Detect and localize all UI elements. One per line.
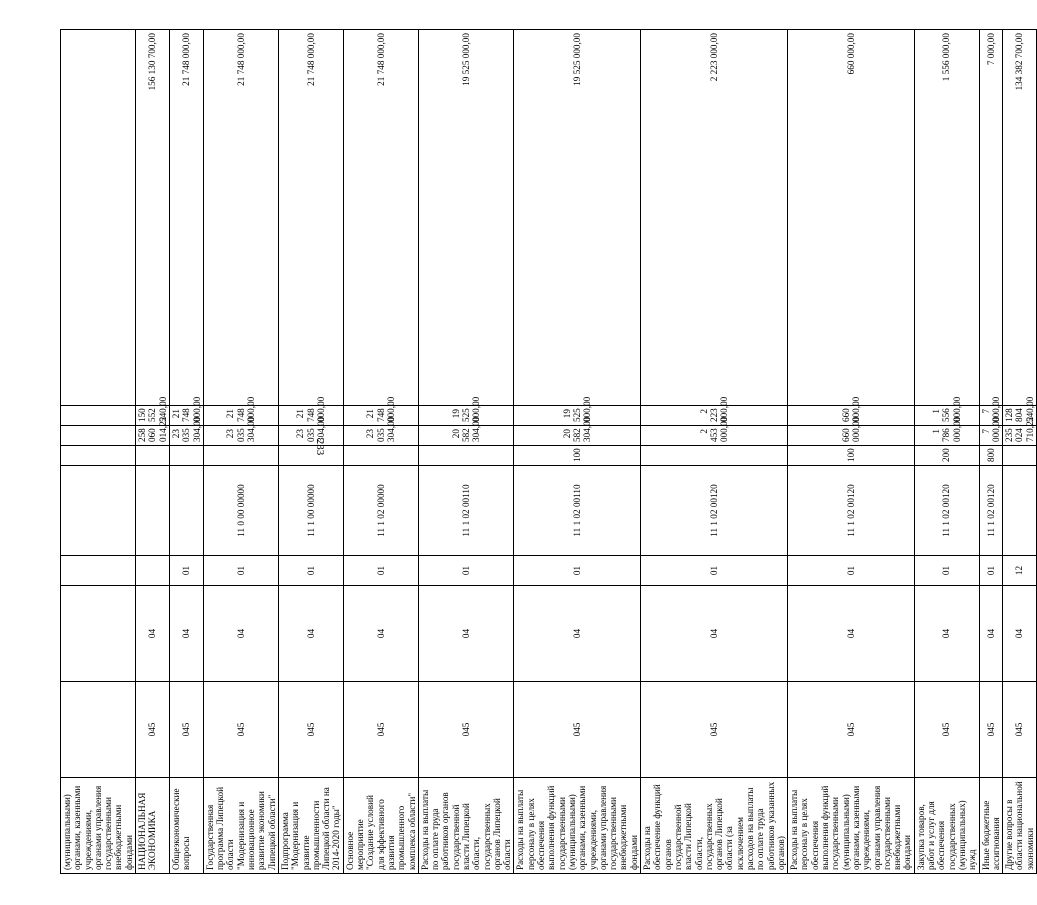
cell-section: 04 xyxy=(514,586,641,682)
cell-section: 04 xyxy=(788,586,915,682)
cell-subsection xyxy=(61,556,136,586)
cell-y2: 1 556 000,00 xyxy=(914,406,979,426)
cell-admin: 045 xyxy=(418,682,514,778)
cell-subsection: 01 xyxy=(514,556,641,586)
cell-target: 11 1 00 00000 xyxy=(278,466,343,556)
table-row xyxy=(788,30,915,874)
cell-y2: 21 748 000,00 xyxy=(278,406,343,426)
cell-name: Общеэкономические вопросы xyxy=(169,778,203,874)
cell-y3: 21 748 000,00 xyxy=(278,30,343,406)
cell-section: 04 xyxy=(203,586,278,682)
cell-y3: 156 130 700,00 xyxy=(136,30,170,406)
cell-type xyxy=(343,446,418,466)
cell-type xyxy=(418,446,514,466)
cell-section: 04 xyxy=(136,586,170,682)
cell-y3: 7 000,00 xyxy=(979,30,1003,406)
cell-y3: 134 382 700,00 xyxy=(1003,30,1037,406)
cell-subsection: 01 xyxy=(641,556,788,586)
cell-y2: 660 000,00 xyxy=(788,406,915,426)
cell-subsection: 01 xyxy=(418,556,514,586)
cell-y2 xyxy=(61,406,136,426)
cell-y1: 20 582 304,00 xyxy=(514,426,641,446)
table-row xyxy=(641,30,788,874)
cell-admin: 045 xyxy=(343,682,418,778)
cell-subsection: 01 xyxy=(278,556,343,586)
table-row xyxy=(169,30,203,874)
cell-y1: 2 453 000,00 xyxy=(641,426,788,446)
cell-admin: 045 xyxy=(788,682,915,778)
cell-section: 04 xyxy=(278,586,343,682)
cell-name: Расходы на выплаты персоналу в целях обеспечения выполнения функций государственными (муниципальными) органами, казенными учреждениями, органами управления государственными внебюджетными фондами xyxy=(788,778,915,874)
cell-type: 200 xyxy=(914,446,979,466)
cell-y1: 23 035 304,00 xyxy=(343,426,418,446)
cell-type: 100 xyxy=(514,446,641,466)
table-row xyxy=(343,30,418,874)
cell-y1: 1 786 000,00 xyxy=(914,426,979,446)
cell-y3: 1 556 000,00 xyxy=(914,30,979,406)
cell-section: 04 xyxy=(914,586,979,682)
cell-target: 11 1 02 00000 xyxy=(343,466,418,556)
cell-type xyxy=(641,446,788,466)
cell-type xyxy=(169,446,203,466)
cell-target: 11 0 00 00000 xyxy=(203,466,278,556)
cell-target xyxy=(169,466,203,556)
cell-target xyxy=(136,466,170,556)
cell-y1: 7 000,00 xyxy=(979,426,1003,446)
cell-y3: 2 223 000,00 xyxy=(641,30,788,406)
cell-admin: 045 xyxy=(203,682,278,778)
table-row xyxy=(418,30,514,874)
cell-name: НАЦИОНАЛЬНАЯ ЭКОНОМИКА xyxy=(136,778,170,874)
cell-target xyxy=(1003,466,1037,556)
cell-y1: 235 024 710,22 xyxy=(1003,426,1037,446)
cell-y2: 7 000,00 xyxy=(979,406,1003,426)
cell-target: 11 1 02 00120 xyxy=(914,466,979,556)
cell-admin: 045 xyxy=(641,682,788,778)
cell-y2: 150 552 540,00 xyxy=(136,406,170,426)
cell-y1: 23 035 304,00 xyxy=(278,426,343,446)
cell-subsection: 01 xyxy=(203,556,278,586)
cell-admin: 045 xyxy=(1003,682,1037,778)
cell-y1: 23 035 304,00 xyxy=(203,426,278,446)
cell-type xyxy=(136,446,170,466)
cell-section xyxy=(61,586,136,682)
cell-section: 04 xyxy=(418,586,514,682)
budget-table xyxy=(60,29,1037,874)
cell-section: 04 xyxy=(169,586,203,682)
cell-type xyxy=(278,446,343,466)
cell-section: 04 xyxy=(343,586,418,682)
cell-y3 xyxy=(61,30,136,406)
table-row xyxy=(278,30,343,874)
cell-name: Расходы на обеспечение функций органов государственной власти Липецкой области, государственных органов Липецкой области (за исключением расходов на выплаты по оплате труда работников указанных органов) xyxy=(641,778,788,874)
cell-target: 11 1 02 00110 xyxy=(514,466,641,556)
cell-y3: 21 748 000,00 xyxy=(169,30,203,406)
cell-y2: 21 748 000,00 xyxy=(343,406,418,426)
cell-name: Другие вопросы в области национальной экономики xyxy=(1003,778,1037,874)
cell-y2: 2 223 000,00 xyxy=(641,406,788,426)
cell-subsection: 01 xyxy=(169,556,203,586)
page-number: 233 xyxy=(314,438,326,456)
cell-y3: 660 000,00 xyxy=(788,30,915,406)
cell-target: 11 1 02 00120 xyxy=(641,466,788,556)
cell-section: 04 xyxy=(979,586,1003,682)
cell-y2: 19 525 000,00 xyxy=(514,406,641,426)
table-row xyxy=(136,30,170,874)
table-row xyxy=(514,30,641,874)
cell-name: Расходы на выплаты персоналу в целях обеспечения выполнения функций государственными (муниципальными) органами, казенными учреждениями, органами управления государственными внебюджетными фондами xyxy=(514,778,641,874)
cell-y3: 19 525 000,00 xyxy=(514,30,641,406)
rotated-budget-table xyxy=(60,30,1035,874)
cell-name: Закупка товаров, работ и услуг для обеспечения государственных (муниципальных) нужд xyxy=(914,778,979,874)
cell-y3: 21 748 000,00 xyxy=(343,30,418,406)
cell-name: Расходы на выплаты по оплате труда работников органов государственной власти Липецкой области, государственных органов Липецкой области xyxy=(418,778,514,874)
cell-target: 11 1 02 00120 xyxy=(788,466,915,556)
cell-subsection: 12 xyxy=(1003,556,1037,586)
cell-admin xyxy=(61,682,136,778)
cell-type: 100 xyxy=(788,446,915,466)
cell-y2: 128 804 540,00 xyxy=(1003,406,1037,426)
cell-subsection: 01 xyxy=(979,556,1003,586)
cell-type xyxy=(61,446,136,466)
cell-target: 11 1 02 00110 xyxy=(418,466,514,556)
cell-y1: 23 035 304,00 xyxy=(169,426,203,446)
cell-y2: 21 748 000,00 xyxy=(169,406,203,426)
cell-name: Государственная программа Липецкой области "Модернизация и инновационное развитие экономики Липецкой области" xyxy=(203,778,278,874)
cell-y1 xyxy=(61,426,136,446)
cell-y2: 21 748 000,00 xyxy=(203,406,278,426)
cell-y3: 19 525 000,00 xyxy=(418,30,514,406)
cell-y1: 660 000,00 xyxy=(788,426,915,446)
cell-admin: 045 xyxy=(278,682,343,778)
table-row xyxy=(61,30,136,874)
cell-name: Основное мероприятие "Создание условий для эффективного развития промышленного комплекса области" xyxy=(343,778,418,874)
cell-y1: 258 060 014,22 xyxy=(136,426,170,446)
cell-admin: 045 xyxy=(914,682,979,778)
cell-name: Подпрограмма "Модернизация и развитие промышленности Липецкой области на 2014-2020 годы" xyxy=(278,778,343,874)
cell-section: 04 xyxy=(1003,586,1037,682)
cell-admin: 045 xyxy=(169,682,203,778)
cell-y2: 19 525 000,00 xyxy=(418,406,514,426)
cell-admin: 045 xyxy=(514,682,641,778)
table-row xyxy=(203,30,278,874)
cell-subsection: 01 xyxy=(914,556,979,586)
cell-target: 11 1 02 00120 xyxy=(979,466,1003,556)
table-row xyxy=(1003,30,1037,874)
cell-target xyxy=(61,466,136,556)
cell-admin: 045 xyxy=(136,682,170,778)
cell-y3: 21 748 000,00 xyxy=(203,30,278,406)
cell-name: Иные бюджетные ассигнования xyxy=(979,778,1003,874)
table-row xyxy=(979,30,1003,874)
cell-admin: 045 xyxy=(979,682,1003,778)
table-row xyxy=(914,30,979,874)
cell-subsection xyxy=(136,556,170,586)
cell-type: 800 xyxy=(979,446,1003,466)
cell-type xyxy=(1003,446,1037,466)
cell-section: 04 xyxy=(641,586,788,682)
cell-name: (муниципальными) органами, казенными учреждениями, органами управления государственными внебюджетными фондами xyxy=(61,778,136,874)
cell-subsection: 01 xyxy=(343,556,418,586)
cell-subsection: 01 xyxy=(788,556,915,586)
cell-y1: 20 582 304,00 xyxy=(418,426,514,446)
cell-type xyxy=(203,446,278,466)
